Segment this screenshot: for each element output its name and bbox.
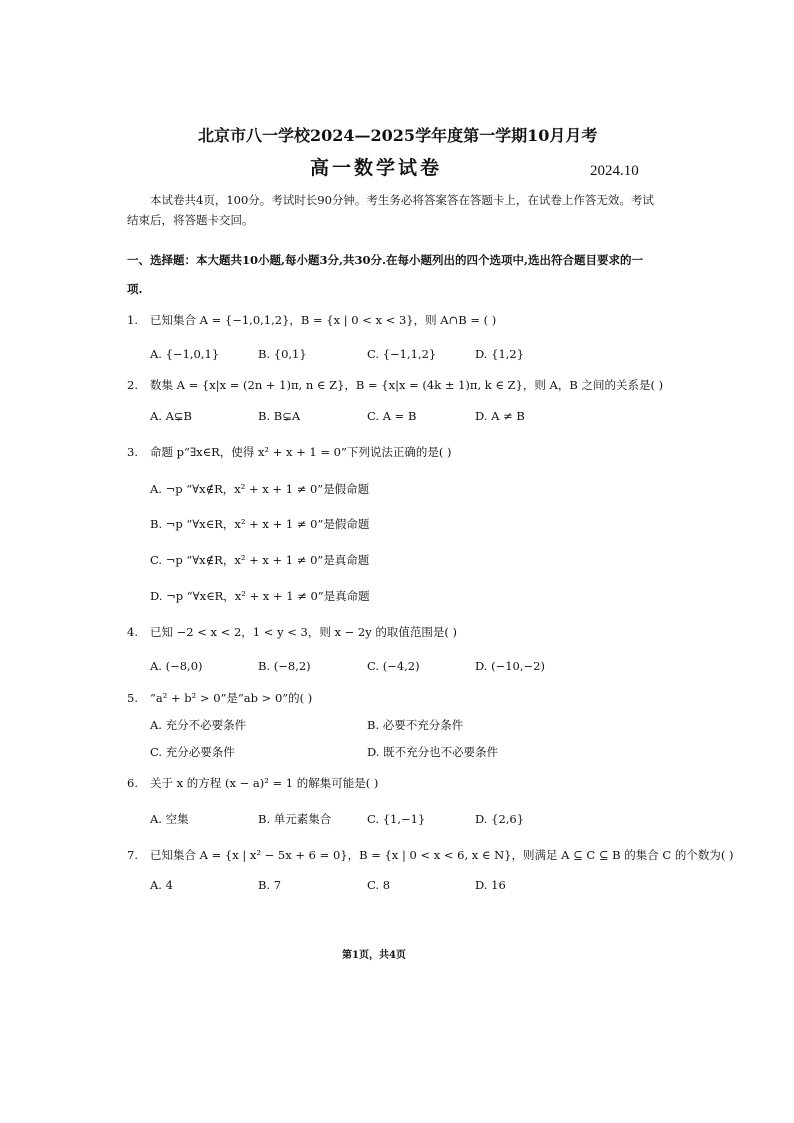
exam-date: 2024.10 bbox=[590, 163, 639, 179]
option-a[interactable]: A. 4 bbox=[150, 878, 173, 892]
question-text: 关于 x 的方程 (x − a)² = 1 的解集可能是( ) bbox=[150, 776, 379, 790]
instructions-line2: 结束后，将答题卡交回。 bbox=[127, 213, 254, 227]
option-b[interactable]: B. (−8,2) bbox=[258, 659, 311, 673]
option-c[interactable]: C. 8 bbox=[367, 878, 391, 892]
option-c[interactable]: C. {−1,1,2} bbox=[367, 347, 437, 361]
page-footer: 第1页，共4页 bbox=[342, 950, 406, 961]
option-c[interactable]: C. A = B bbox=[367, 409, 417, 423]
option-d[interactable]: D. {2,6} bbox=[475, 812, 525, 826]
option-d[interactable]: D. 既不充分也不必要条件 bbox=[367, 745, 499, 759]
option-d[interactable]: D. ¬p “∀x∈R，x² + x + 1 ≠ 0”是真命题 bbox=[150, 589, 370, 603]
question-text: 已知 −2 < x < 2，1 < y < 3，则 x − 2y 的取值范围是( ) bbox=[150, 625, 458, 639]
option-b[interactable]: B. B⊊A bbox=[258, 409, 301, 423]
question-number: 5. bbox=[127, 691, 138, 705]
instructions-line1: 本试卷共4页，100分。考试时长90分钟。考生务必将答案答在答题卡上，在试卷上作答无效。考试 bbox=[150, 193, 654, 207]
option-a[interactable]: A. A⊊B bbox=[150, 409, 193, 423]
question-number: 4. bbox=[127, 625, 138, 639]
option-b[interactable]: B. 单元素集合 bbox=[258, 812, 332, 826]
option-a[interactable]: A. 充分不必要条件 bbox=[150, 718, 247, 732]
question-number: 3. bbox=[127, 445, 138, 459]
question-text: 命题 p“∃x∈R，使得 x² + x + 1 = 0”下列说法正确的是( ) bbox=[150, 445, 452, 459]
option-a[interactable]: A. 空集 bbox=[150, 812, 189, 826]
question-number: 1. bbox=[127, 313, 138, 327]
option-d[interactable]: D. 16 bbox=[475, 878, 506, 892]
option-c[interactable]: C. ¬p “∀x∉R，x² + x + 1 ≠ 0”是真命题 bbox=[150, 553, 370, 567]
exam-title: 北京市八一学校2024—2025学年度第一学期10月月考 bbox=[198, 126, 598, 145]
question-text: 已知集合 A = {−1,0,1,2}，B = {x | 0 < x < 3}，则 A∩B = ( ) bbox=[150, 313, 497, 327]
option-b[interactable]: B. 7 bbox=[258, 878, 282, 892]
question-number: 7. bbox=[127, 848, 138, 862]
section-heading-line2: 项. bbox=[127, 282, 143, 296]
option-c[interactable]: C. {1,−1} bbox=[367, 812, 426, 826]
question-number: 2. bbox=[127, 378, 138, 392]
question-text: 已知集合 A = {x | x² − 5x + 6 = 0}，B = {x | 0 < x < 6, x ∈ N}，则满足 A ⊆ C ⊆ B 的集合 C 的个数为( ) bbox=[150, 848, 734, 862]
section-heading-line1: 一、选择题：本大题共10小题,每小题3分,共30分.在每小题列出的四个选项中,选出符合题目要求的一 bbox=[127, 253, 644, 267]
option-a[interactable]: A. {−1,0,1} bbox=[150, 347, 220, 361]
option-a[interactable]: A. (−8,0) bbox=[150, 659, 203, 673]
question-number: 6. bbox=[127, 776, 138, 790]
question-text: 数集 A = {x|x = (2n + 1)π, n ∈ Z}，B = {x|x = (4k ± 1)π, k ∈ Z}，则 A，B 之间的关系是( ) bbox=[150, 378, 664, 392]
option-d[interactable]: D. A ≠ B bbox=[475, 409, 525, 423]
question-text: “a² + b² > 0”是“ab > 0”的( ) bbox=[150, 691, 313, 705]
option-a[interactable]: A. ¬p “∀x∉R，x² + x + 1 ≠ 0”是假命题 bbox=[150, 482, 370, 496]
option-d[interactable]: D. {1,2} bbox=[475, 347, 525, 361]
option-d[interactable]: D. (−10,−2) bbox=[475, 659, 545, 673]
exam-subtitle: 高一数学试卷 bbox=[310, 157, 443, 179]
option-b[interactable]: B. {0,1} bbox=[258, 347, 307, 361]
option-c[interactable]: C. 充分必要条件 bbox=[150, 745, 235, 759]
option-b[interactable]: B. 必要不充分条件 bbox=[367, 718, 464, 732]
option-c[interactable]: C. (−4,2) bbox=[367, 659, 420, 673]
option-b[interactable]: B. ¬p “∀x∈R，x² + x + 1 ≠ 0”是假命题 bbox=[150, 517, 370, 531]
